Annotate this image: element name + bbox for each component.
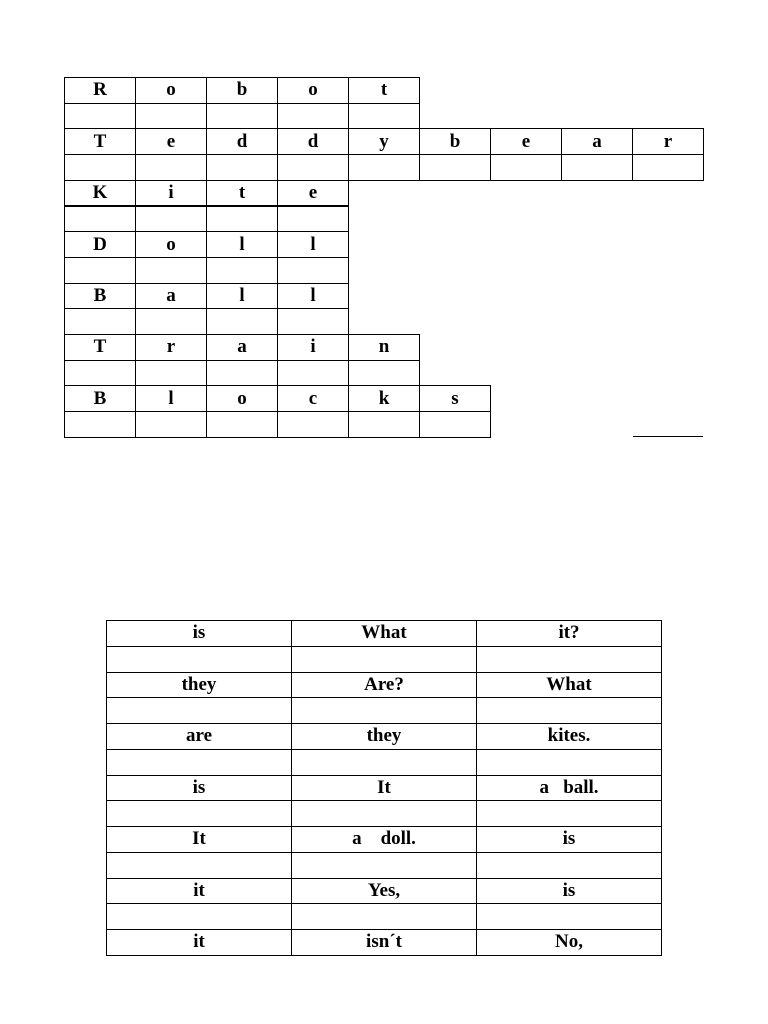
letter-cell: e (490, 128, 562, 155)
blank-answer-cell (135, 257, 207, 284)
blank-answer-cell (64, 154, 136, 181)
blank-answer-cell (206, 103, 278, 130)
letter-cell: B (64, 385, 136, 412)
word-cell: It (291, 775, 477, 802)
blank-answer-cell (348, 154, 420, 181)
blank-answer-cell (206, 411, 278, 438)
letter-cell: r (135, 334, 207, 361)
word-cell: are (106, 723, 292, 750)
word-cell: they (106, 672, 292, 699)
blank-answer-cell (206, 206, 278, 233)
word-cell: Yes, (291, 878, 477, 905)
word-letter-grid (65, 78, 705, 438)
blank-answer-cell (561, 154, 633, 181)
blank-answer-cell (419, 411, 491, 438)
blank-answer-cell (348, 360, 420, 387)
letter-cell: i (135, 180, 207, 207)
answer-line (633, 436, 703, 437)
sentence-scramble-table (107, 621, 662, 955)
word-cell: What (476, 672, 662, 699)
word-cell: a doll. (291, 826, 477, 853)
letter-cell: n (348, 334, 420, 361)
blank-answer-cell (135, 154, 207, 181)
blank-answer-cell (64, 103, 136, 130)
blank-sentence-cell (476, 800, 662, 827)
blank-sentence-cell (291, 852, 477, 879)
blank-sentence-cell (476, 646, 662, 673)
blank-answer-cell (277, 154, 349, 181)
word-cell: is (106, 620, 292, 647)
blank-answer-cell (490, 154, 562, 181)
letter-cell: e (277, 180, 349, 207)
letter-cell: d (277, 128, 349, 155)
letter-cell: a (206, 334, 278, 361)
blank-sentence-cell (106, 646, 292, 673)
blank-answer-cell (64, 206, 136, 233)
letter-cell: o (135, 231, 207, 258)
letter-cell: b (206, 77, 278, 104)
word-cell: a ball. (476, 775, 662, 802)
word-cell: it? (476, 620, 662, 647)
letter-cell: r (632, 128, 704, 155)
blank-answer-cell (277, 257, 349, 284)
letter-cell: l (135, 385, 207, 412)
word-cell: is (106, 775, 292, 802)
letter-cell: c (277, 385, 349, 412)
letter-cell: K (64, 180, 136, 207)
letter-cell: o (277, 77, 349, 104)
letter-cell: T (64, 334, 136, 361)
letter-cell: l (206, 283, 278, 310)
word-cell: is (476, 878, 662, 905)
letter-cell: l (206, 231, 278, 258)
blank-sentence-cell (106, 800, 292, 827)
blank-answer-cell (277, 103, 349, 130)
blank-answer-cell (277, 360, 349, 387)
blank-answer-cell (206, 308, 278, 335)
blank-sentence-cell (476, 852, 662, 879)
blank-answer-cell (64, 360, 136, 387)
blank-answer-cell (419, 154, 491, 181)
letter-cell: a (135, 283, 207, 310)
blank-answer-cell (135, 360, 207, 387)
letter-cell: a (561, 128, 633, 155)
blank-sentence-cell (291, 749, 477, 776)
blank-sentence-cell (291, 646, 477, 673)
word-cell: It (106, 826, 292, 853)
letter-cell: t (348, 77, 420, 104)
letter-cell: B (64, 283, 136, 310)
letter-cell: k (348, 385, 420, 412)
letter-cell: s (419, 385, 491, 412)
letter-cell: e (135, 128, 207, 155)
blank-answer-cell (135, 411, 207, 438)
word-cell: No, (476, 929, 662, 956)
blank-answer-cell (135, 308, 207, 335)
letter-cell: i (277, 334, 349, 361)
blank-answer-cell (632, 154, 704, 181)
blank-sentence-cell (291, 903, 477, 930)
blank-answer-cell (206, 360, 278, 387)
letter-cell: b (419, 128, 491, 155)
letter-cell: l (277, 231, 349, 258)
letter-cell: o (206, 385, 278, 412)
blank-answer-cell (64, 411, 136, 438)
blank-answer-cell (135, 103, 207, 130)
blank-answer-cell (348, 103, 420, 130)
blank-sentence-cell (291, 800, 477, 827)
letter-cell: d (206, 128, 278, 155)
blank-answer-cell (206, 154, 278, 181)
blank-sentence-cell (106, 852, 292, 879)
word-cell: kites. (476, 723, 662, 750)
blank-answer-cell (277, 206, 349, 233)
letter-cell: T (64, 128, 136, 155)
blank-sentence-cell (476, 697, 662, 724)
blank-answer-cell (64, 308, 136, 335)
letter-cell: D (64, 231, 136, 258)
word-cell: it (106, 878, 292, 905)
blank-answer-cell (277, 308, 349, 335)
letter-cell: t (206, 180, 278, 207)
word-cell: What (291, 620, 477, 647)
letter-cell: l (277, 283, 349, 310)
word-cell: they (291, 723, 477, 750)
blank-sentence-cell (106, 749, 292, 776)
word-cell: is (476, 826, 662, 853)
blank-sentence-cell (476, 903, 662, 930)
blank-answer-cell (135, 206, 207, 233)
letter-cell: o (135, 77, 207, 104)
blank-answer-cell (64, 257, 136, 284)
blank-sentence-cell (476, 749, 662, 776)
word-cell: it (106, 929, 292, 956)
blank-sentence-cell (106, 697, 292, 724)
blank-answer-cell (277, 411, 349, 438)
blank-answer-cell (348, 411, 420, 438)
blank-sentence-cell (291, 697, 477, 724)
blank-sentence-cell (106, 903, 292, 930)
letter-cell: y (348, 128, 420, 155)
word-cell: isn´t (291, 929, 477, 956)
letter-cell: R (64, 77, 136, 104)
blank-answer-cell (206, 257, 278, 284)
word-cell: Are? (291, 672, 477, 699)
